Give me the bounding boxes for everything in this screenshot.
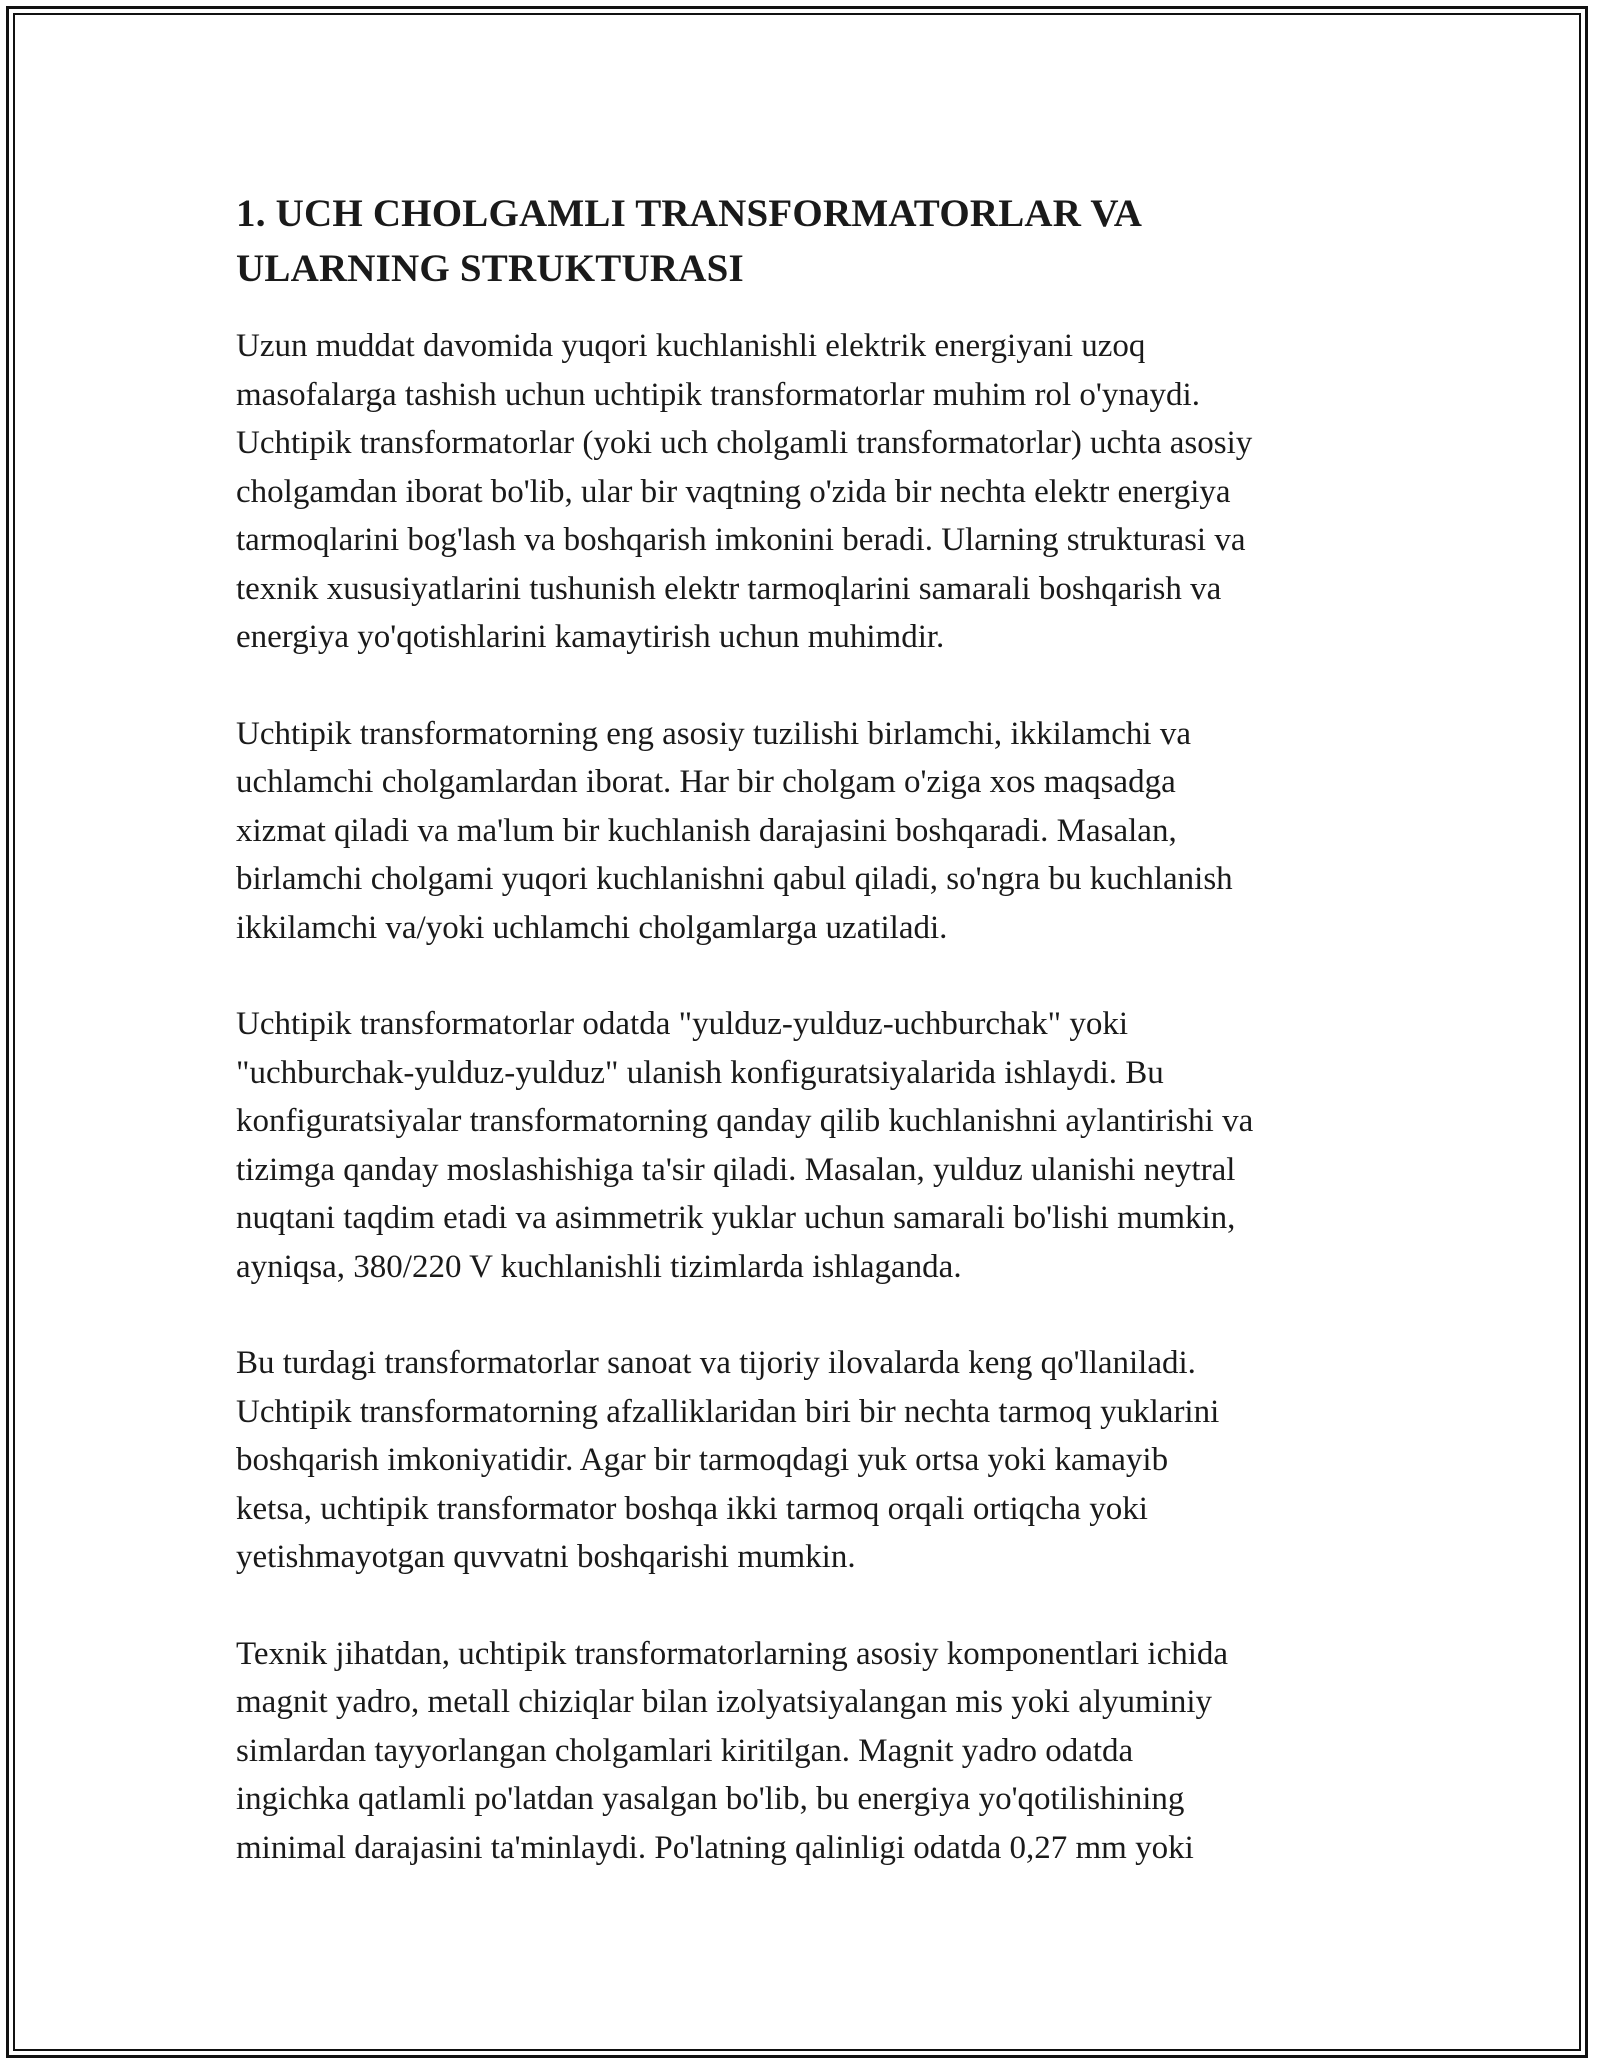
- paragraph-3: [236, 1000, 1386, 1291]
- text-line: boshqarish imkoniyatidir. Agar bir tarmoqdagi yuk ortsa yoki kamayib: [236, 1442, 1169, 1478]
- text-line: simlardan tayyorlangan cholgamlari kiritilgan. Magnit yadro odatda: [236, 1732, 1134, 1769]
- document-body: [236, 186, 1386, 1920]
- text-line: energiya yo'qotishlarini kamaytirish uchun muhimdir.: [236, 619, 945, 655]
- text-line: uchlamchi cholgamlardan iborat. Har bir cholgam o'ziga xos maqsadga: [236, 764, 1176, 800]
- text-line: konfiguratsiyalar transformatorning qanday qilib kuchlanishni aylantirishi va: [236, 1103, 1254, 1139]
- text-line: nuqtani taqdim etadi va asimmetrik yuklar uchun samarali bo'lishi mumkin,: [236, 1200, 1236, 1236]
- text-line: tizimga qanday moslashishiga ta'sir qiladi. Masalan, yulduz ulanishi neytral: [236, 1151, 1236, 1188]
- text-line: xizmat qiladi va ma'lum bir kuchlanish darajasini boshqaradi. Masalan,: [236, 812, 1177, 849]
- text-line: birlamchi cholgami yuqori kuchlanishni qabul qiladi, so'ngra bu kuchlanish: [236, 861, 1233, 897]
- text-line: Texnik jihatdan, uchtipik transformatorlarning asosiy komponentlari ichida: [236, 1635, 1229, 1672]
- title-line: ULARNING STRUKTURASI: [236, 247, 744, 290]
- paragraph-4: [236, 1339, 1386, 1582]
- text-line: Uchtipik transformatorlar odatda "yulduz-yulduz-uchburchak" yoki: [236, 1006, 1128, 1042]
- text-line: yetishmayotgan quvvatni boshqarishi mumkin.: [236, 1539, 856, 1575]
- text-line: Uchtipik transformatorlar (yoki uch cholgamli transformatorlar) uchta asosiy: [236, 425, 1253, 461]
- text-line: ketsa, uchtipik transformator boshqa ikki tarmoq orqali ortiqcha yoki: [236, 1490, 1148, 1527]
- document-title: [236, 186, 1386, 296]
- text-line: "uchburchak-yulduz-yulduz" ulanish konfiguratsiyalarida ishlaydi. Bu: [236, 1054, 1164, 1091]
- text-line: cholgamdan iborat bo'lib, ular bir vaqtning o'zida bir nechta elektr energiya: [236, 473, 1231, 510]
- text-line: texnik xususiyatlarini tushunish elektr tarmoqlarini samarali boshqarish va: [236, 570, 1222, 607]
- paragraph-5: [236, 1630, 1386, 1873]
- title-line: 1. UCH CHOLGAMLI TRANSFORMATORLAR VA: [236, 192, 1143, 235]
- paragraph-2: [236, 710, 1386, 953]
- text-line: magnit yadro, metall chiziqlar bilan izolyatsiyalangan mis yoki alyuminiy: [236, 1684, 1213, 1720]
- text-line: Uchtipik transformatorning eng asosiy tuzilishi birlamchi, ikkilamchi va: [236, 715, 1191, 752]
- text-line: masofalarga tashish uchun uchtipik transformatorlar muhim rol o'ynaydi.: [236, 376, 1200, 413]
- text-line: Uzun muddat davomida yuqori kuchlanishli elektrik energiyani uzoq: [236, 328, 1146, 364]
- text-line: ingichka qatlamli po'latdan yasalgan bo'lib, bu energiya yo'qotilishining: [236, 1781, 1185, 1817]
- paragraph-1: [236, 322, 1386, 662]
- text-line: tarmoqlarini bog'lash va boshqarish imkonini beradi. Ularning strukturasi va: [236, 522, 1246, 558]
- text-line: ikkilamchi va/yoki uchlamchi cholgamlarga uzatiladi.: [236, 909, 948, 946]
- text-line: Bu turdagi transformatorlar sanoat va tijoriy ilovalarda keng qo'llaniladi.: [236, 1345, 1196, 1381]
- text-line: Uchtipik transformatorning afzalliklaridan biri bir nechta tarmoq yuklarini: [236, 1393, 1220, 1430]
- text-line: minimal darajasini ta'minlaydi. Po'latning qalinligi odatda 0,27 mm yoki: [236, 1829, 1194, 1866]
- text-line: ayniqsa, 380/220 V kuchlanishli tizimlarda ishlaganda.: [236, 1248, 962, 1285]
